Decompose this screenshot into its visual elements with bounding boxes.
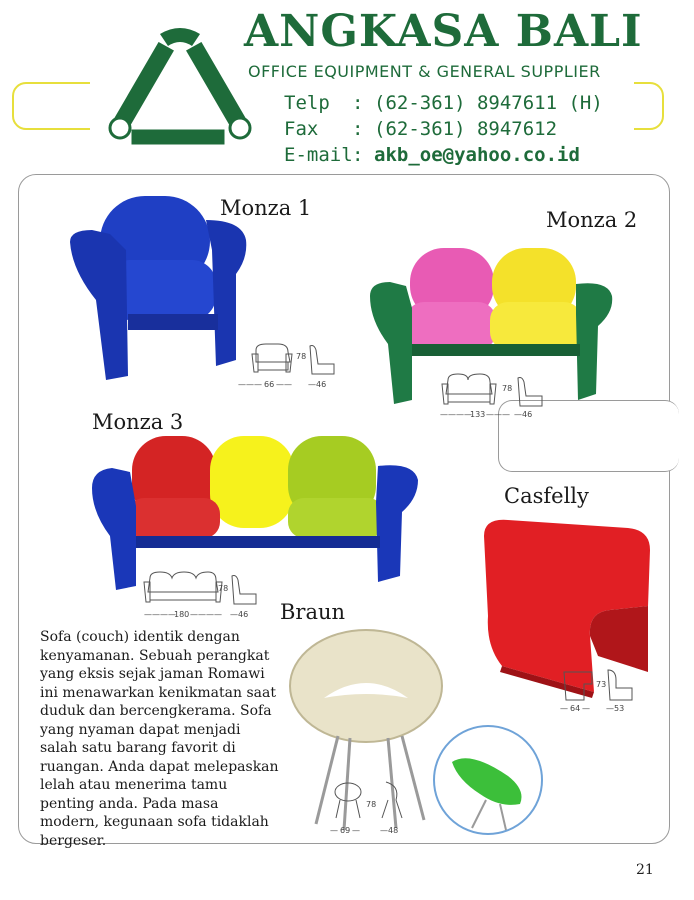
telp-value: (62-361) 8947611 (H) [374, 92, 603, 114]
monza-3-line-drawing-icon [140, 570, 266, 614]
monza-3-height-dim: 78 [218, 584, 229, 593]
monza-2-dim-line-right: ——— [486, 410, 510, 419]
fax-colon: : [352, 118, 364, 140]
product-title-casfelly: Casfelly [504, 484, 589, 508]
monza-3-depth-dim-line: — [230, 610, 238, 619]
email-colon: : [352, 144, 364, 166]
braun-width-dim: 69 [340, 826, 351, 835]
monza-1-chair-image [66, 190, 256, 385]
monza-3-dim-line-right: ———— [190, 610, 222, 619]
braun-green-variant-image [430, 724, 546, 836]
telp-colon: : [352, 92, 364, 114]
product-title-monza-3: Monza 3 [92, 410, 184, 434]
braun-depth-dim: 48 [388, 826, 399, 835]
monza-2-depth-dim-line: — [514, 410, 522, 419]
braun-dim-line-left: — [330, 826, 338, 835]
monza-3-dim-line-left: ———— [144, 610, 176, 619]
monza-2-width-dim: 133 [470, 410, 486, 419]
monza-1-width-dim: 66 [264, 380, 275, 389]
monza-2-dim-line-left: ———— [440, 410, 472, 419]
casfelly-dim-line-left: — [560, 704, 568, 713]
company-name: ANGKASA BALI [244, 6, 643, 57]
braun-dim-line-right: — [352, 826, 360, 835]
monza-1-dim-line-right: —— [276, 380, 292, 389]
braun-depth-dim-line: — [380, 826, 388, 835]
company-tagline: OFFICE EQUIPMENT & GENERAL SUPPLIER [248, 62, 601, 81]
email-label: E-mail [284, 144, 353, 166]
product-title-monza-2: Monza 2 [546, 208, 638, 232]
email-value: akb_oe@yahoo.co.id [374, 144, 580, 166]
casfelly-depth-dim: 53 [614, 704, 625, 713]
monza-1-height-dim: 78 [296, 352, 307, 361]
monza-2-depth-dim: 46 [522, 410, 533, 419]
monza-3-depth-dim: 46 [238, 610, 249, 619]
monza-1-dim-line-left: ——— [238, 380, 262, 389]
description-text: Sofa (couch) identik dengan kenyamanan. Sebuah perangkat yang eksis sejak jaman Romawi ini menawarkan kenikmatan saat duduk dan bercengkerama. Sofa yang nyaman dapat menjadi salah satu barang favorit di ruangan. Anda dapat melepaskan lelah atau menerima tamu penting anda. Pada masa modern, kegunaan sofa tidaklah bergeser. [40, 629, 279, 849]
monza-1-depth-dim-line: — [308, 380, 316, 389]
monza-1-depth-dim: 46 [316, 380, 327, 389]
triangle-logo-icon [100, 28, 260, 148]
product-title-monza-1: Monza 1 [220, 196, 312, 220]
monza-2-height-dim: 78 [502, 384, 513, 393]
product-title-braun: Braun [280, 600, 346, 624]
casfelly-dim-line-right: — [582, 704, 590, 713]
fax-label: Fax [284, 118, 319, 140]
casfelly-height-dim: 73 [596, 680, 607, 689]
telp-label: Telp [284, 92, 330, 114]
casfelly-depth-dim-line: — [606, 704, 614, 713]
casfelly-width-dim: 64 [570, 704, 581, 713]
fax-value: (62-361) 8947612 [374, 118, 558, 140]
braun-height-dim: 78 [366, 800, 377, 809]
monza-3-width-dim: 180 [174, 610, 190, 619]
page-number: 21 [636, 862, 654, 878]
